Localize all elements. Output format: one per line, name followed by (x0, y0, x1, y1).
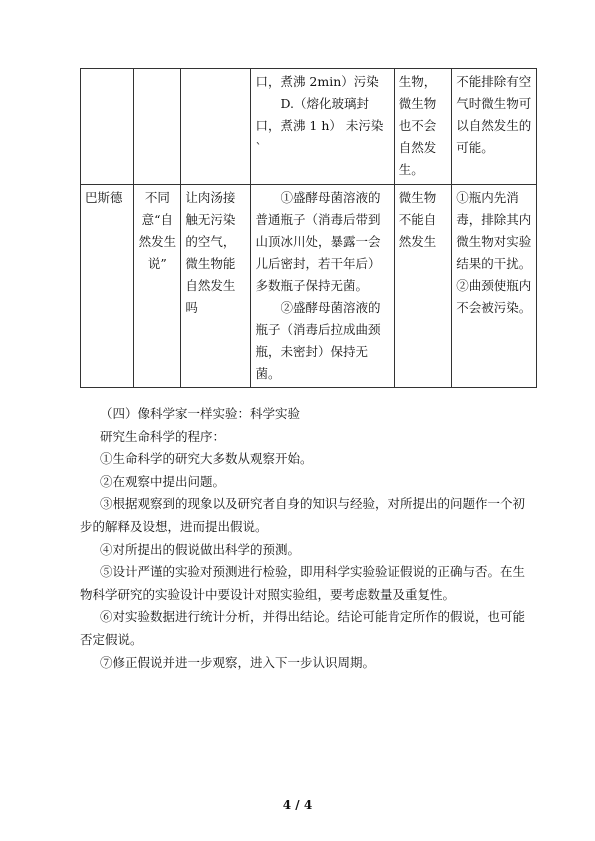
table-cell-scientist-empty (81, 69, 134, 185)
table-row (81, 185, 537, 388)
paragraph: 研究生命科学的程序： (100, 428, 226, 444)
table-cell-method (251, 185, 394, 388)
method-line: 口，煮沸 2min）污染 (255, 74, 379, 89)
paragraph: ②在观察中提出问题。 (100, 473, 226, 489)
table-row (81, 69, 537, 185)
table-cell-method (251, 69, 394, 185)
note-paragraph: ②曲颈使瓶内不会被污染。 (456, 278, 532, 315)
paragraph: ⑦修正假说并进一步观察，进入下一步认识周期。 (100, 654, 376, 670)
method-line: D.（熔化玻璃封口，煮沸 1 h） 未污染 (255, 96, 384, 133)
method-line: ` (255, 140, 262, 155)
table-cell-hypothesis: 让肉汤接触无污染的空气，微生物能自然发生吗 (181, 185, 251, 388)
paragraph: ③根据观察到的现象以及研究者自身的知识与经验，对所提出的问题作一个初步的解释及设想，进而提出假说。 (80, 496, 526, 534)
method-paragraph: ①盛酵母菌溶液的普通瓶子（消毒后带到山顶冰川处，暴露一会儿后密封，若干年后）多数瓶子保持无菌。 (255, 190, 381, 293)
table-cell-attitude: 不同意“自然发生说” (134, 185, 181, 388)
experiment-table (80, 68, 537, 388)
page-number: 4 / 4 (282, 798, 313, 812)
paragraph: ⑤设计严谨的实验对预测进行检验，即用科学实验验证假说的正确与否。在生物科学研究的实验设计中要设计对照实验组，要考虑数量及重复性。 (80, 564, 526, 602)
note-paragraph: ①瓶内先消毒，排除其内微生物对实验结果的干扰。 (456, 190, 532, 271)
method-paragraph: ②盛酵母菌溶液的瓶子（消毒后拉成曲颈瓶，未密封）保持无菌。 (255, 300, 381, 381)
section-title: （四）像科学家一样实验：科学实验 (100, 406, 301, 421)
table-cell-note: 不能排除有空气时微生物可以自然发生的可能。 (452, 69, 537, 185)
table-cell-attitude-empty (134, 69, 181, 185)
table-cell-scientist: 巴斯德 (81, 185, 134, 388)
table-cell-hypothesis-empty (181, 69, 251, 185)
paragraph: ④对所提出的假说做出科学的预测。 (100, 541, 301, 557)
paragraph: ①生命科学的研究大多数从观察开始。 (100, 451, 313, 467)
table-cell-note (452, 185, 537, 388)
table-cell-conclusion: 生物，微生物也不会自然发生。 (394, 69, 452, 185)
body-text (80, 403, 537, 674)
table-cell-conclusion: 微生物不能自然发生 (394, 185, 452, 388)
paragraph: ⑥对实验数据进行统计分析，并得出结论。结论可能肯定所作的假说，也可能否定假说。 (80, 609, 526, 647)
